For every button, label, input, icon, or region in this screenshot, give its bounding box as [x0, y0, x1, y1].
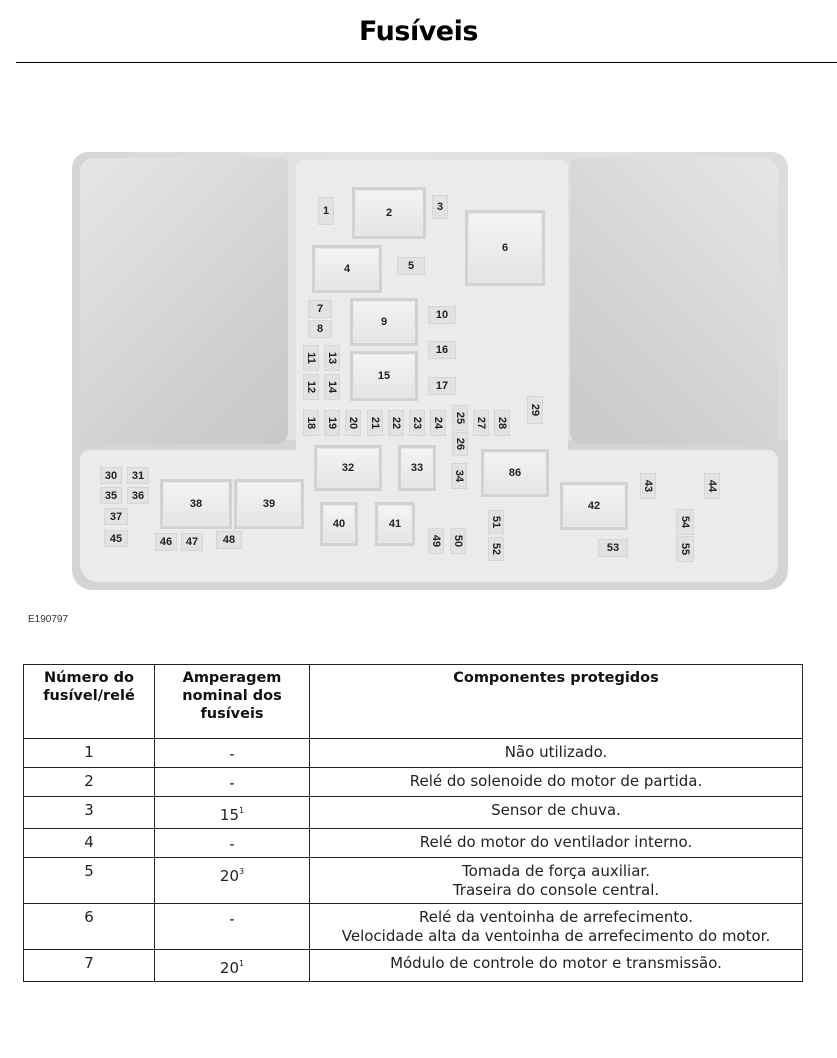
fuse-label: 19: [326, 416, 338, 430]
amperage-value: -: [229, 774, 235, 792]
component-line: Relé do motor do ventilador interno.: [419, 833, 693, 851]
fuse-label: 37: [109, 510, 123, 523]
cell-amperage: [155, 768, 310, 797]
fuse-label: 17: [435, 380, 449, 392]
fuse-43: [640, 473, 656, 499]
fuse-29: [527, 396, 543, 424]
fuse-3: [432, 195, 448, 219]
header-amperage: Amperagem nominal dos fusíveis: [155, 665, 310, 739]
fuse-50: [450, 528, 466, 554]
fuse-label: 27: [475, 416, 487, 430]
fuse-53: [598, 539, 628, 557]
cell-components: [310, 797, 803, 829]
fuse-30: [100, 467, 122, 484]
fuse-label: 7: [316, 303, 324, 315]
table-row: [24, 829, 803, 858]
fuse-label: 32: [341, 462, 355, 474]
amperage-value: -: [229, 745, 235, 763]
page-title: Fusíveis: [359, 16, 478, 47]
fuse-label: 40: [332, 518, 346, 530]
fuse-label: 31: [131, 469, 145, 482]
amperage-value: 20: [219, 867, 239, 885]
component-line: Relé do solenoide do motor de partida.: [409, 772, 703, 790]
fuse-55: [676, 536, 694, 562]
relay-38: [160, 479, 232, 529]
fuse-label: 28: [496, 416, 508, 430]
footnote-marker: 1: [239, 806, 245, 815]
table-row: [24, 858, 803, 904]
component-line: Módulo de controle do motor e transmissão.: [390, 954, 722, 972]
amperage-value: 15: [219, 806, 239, 824]
relay-33: [398, 445, 436, 491]
fuse-label: 41: [388, 518, 402, 530]
fuse-label: 53: [606, 542, 620, 554]
fuse-label: 5: [407, 260, 415, 272]
cell-number: 7: [24, 950, 155, 982]
fuse-label: 4: [343, 263, 351, 275]
fuse-label: 15: [377, 370, 391, 382]
header-components: Componentes protegidos: [310, 665, 803, 739]
fuse-label: 43: [642, 479, 654, 493]
fuse-12: [303, 374, 319, 400]
fuse-label: 45: [109, 532, 123, 545]
fuse-label: 50: [452, 534, 464, 548]
fuse-label: 13: [326, 351, 338, 365]
fuse-label: 29: [529, 403, 541, 417]
fuse-label: 8: [316, 323, 324, 335]
fuse-box-right-recess: [570, 158, 778, 444]
fuse-label: 14: [326, 380, 338, 394]
fuse-44: [704, 473, 720, 499]
relay-32: [314, 445, 382, 491]
cell-components: [310, 739, 803, 768]
fuse-28: [494, 410, 510, 436]
relay-2: [352, 187, 426, 239]
fuse-label: 48: [222, 534, 236, 546]
cell-components: [310, 950, 803, 982]
fuse-18: [303, 410, 319, 436]
fuse-5: [397, 257, 425, 275]
fuse-52: [488, 537, 504, 561]
fuse-10: [428, 306, 456, 324]
amperage-value: 20: [219, 959, 239, 977]
figure-label: E190797: [28, 614, 69, 625]
cell-number: 2: [24, 768, 155, 797]
fuse-23: [409, 410, 425, 436]
fuse-31: [127, 467, 149, 484]
fuse-49: [428, 528, 444, 554]
table-row: [24, 739, 803, 768]
fuse-label: 36: [131, 489, 145, 502]
cell-number: 6: [24, 904, 155, 950]
component-line: Sensor de chuva.: [491, 801, 621, 819]
relay-86: [481, 449, 549, 497]
cell-number: 5: [24, 858, 155, 904]
fuse-label: 54: [679, 515, 691, 529]
cell-number: 3: [24, 797, 155, 829]
component-line: Traseira do console central.: [452, 881, 660, 899]
fuse-label: 22: [390, 416, 402, 430]
cell-components: [310, 858, 803, 904]
fuse-label: 9: [380, 316, 388, 328]
relay-42: [560, 482, 628, 530]
fuse-19: [324, 410, 340, 436]
relay-40: [320, 502, 358, 546]
fuse-22: [388, 410, 404, 436]
table-body: [24, 739, 803, 982]
fuse-label: 34: [453, 469, 465, 483]
fuse-label: 86: [508, 467, 522, 479]
fuse-48: [216, 531, 242, 549]
cell-components: [310, 829, 803, 858]
fuse-27: [473, 410, 489, 436]
fuse-label: 16: [435, 344, 449, 356]
component-line: Tomada de força auxiliar.: [462, 862, 650, 880]
amperage-value: -: [229, 910, 235, 928]
fuse-8: [308, 320, 332, 338]
relay-4: [312, 245, 382, 293]
fuse-37: [104, 508, 128, 525]
fuse-label: 49: [430, 534, 442, 548]
fuse-label: 35: [104, 489, 118, 502]
fuse-label: 30: [104, 469, 118, 482]
relay-41: [375, 502, 415, 546]
fuse-35: [100, 487, 122, 504]
table-row: [24, 797, 803, 829]
fuse-table: [23, 664, 803, 982]
fuse-11: [303, 345, 319, 371]
fuse-label: 24: [432, 416, 444, 430]
footnote-marker: 3: [239, 867, 245, 876]
fuse-1: [318, 197, 334, 225]
fuse-label: 10: [435, 309, 449, 321]
table-row: [24, 904, 803, 950]
relay-15: [350, 351, 418, 401]
footnote-marker: 1: [239, 959, 245, 968]
fuse-label: 3: [436, 201, 444, 213]
relay-39: [234, 479, 304, 529]
fuse-label: 18: [305, 416, 317, 430]
cell-amperage: [155, 858, 310, 904]
fuse-box-left-recess: [80, 158, 288, 444]
fuse-label: 11: [304, 352, 317, 364]
component-line: Não utilizado.: [504, 743, 608, 761]
component-line: Relé da ventoinha de arrefecimento.: [419, 908, 693, 926]
fuse-21: [367, 410, 383, 436]
fuse-26: [452, 432, 468, 456]
fuse-17: [428, 377, 456, 395]
fuse-label: 52: [490, 542, 502, 556]
fuse-label: 25: [454, 411, 466, 425]
table-header-row: [24, 665, 803, 739]
fuse-label: 47: [185, 536, 199, 548]
cell-amperage: [155, 950, 310, 982]
fuse-label: 38: [189, 498, 203, 510]
fuse-24: [430, 410, 446, 436]
table-row: [24, 768, 803, 797]
fuse-34: [451, 463, 467, 489]
cell-number: 4: [24, 829, 155, 858]
cell-amperage: [155, 739, 310, 768]
fuse-36: [127, 487, 149, 504]
relay-6: [465, 210, 545, 286]
fuse-45: [104, 530, 128, 547]
relay-9: [350, 298, 418, 346]
fuse-label: 12: [305, 380, 317, 394]
amperage-value: -: [229, 835, 235, 853]
cell-components: [310, 904, 803, 950]
fuse-label: 6: [501, 242, 509, 254]
fuse-7: [308, 300, 332, 318]
fuse-label: 1: [322, 205, 330, 217]
fuse-13: [324, 345, 340, 371]
fuse-14: [324, 374, 340, 400]
fuse-20: [345, 410, 361, 436]
fuse-label: 51: [490, 515, 502, 529]
cell-amperage: [155, 904, 310, 950]
fuse-47: [181, 533, 203, 551]
component-line: Velocidade alta da ventoinha de arrefecimento do motor.: [341, 927, 771, 945]
fuse-label: 46: [159, 536, 173, 548]
cell-amperage: [155, 829, 310, 858]
fuse-label: 2: [385, 207, 393, 219]
fuse-54: [676, 509, 694, 535]
cell-components: [310, 768, 803, 797]
fuse-16: [428, 341, 456, 359]
fuse-46: [155, 533, 177, 551]
fuse-label: 55: [679, 542, 691, 556]
fuse-label: 23: [411, 416, 423, 430]
fuse-label: 20: [347, 416, 359, 430]
fuse-label: 21: [369, 416, 381, 430]
header-number: Número do fusível/relé: [24, 665, 155, 739]
fuse-label: 33: [410, 462, 424, 474]
table-row: [24, 950, 803, 982]
cell-number: 1: [24, 739, 155, 768]
cell-amperage: [155, 797, 310, 829]
fuse-label: 26: [454, 437, 466, 451]
fuse-label: 42: [587, 500, 601, 512]
fuse-label: 39: [262, 498, 276, 510]
fuse-25: [452, 405, 468, 431]
fuse-51: [488, 510, 504, 534]
fuse-label: 44: [706, 479, 718, 493]
